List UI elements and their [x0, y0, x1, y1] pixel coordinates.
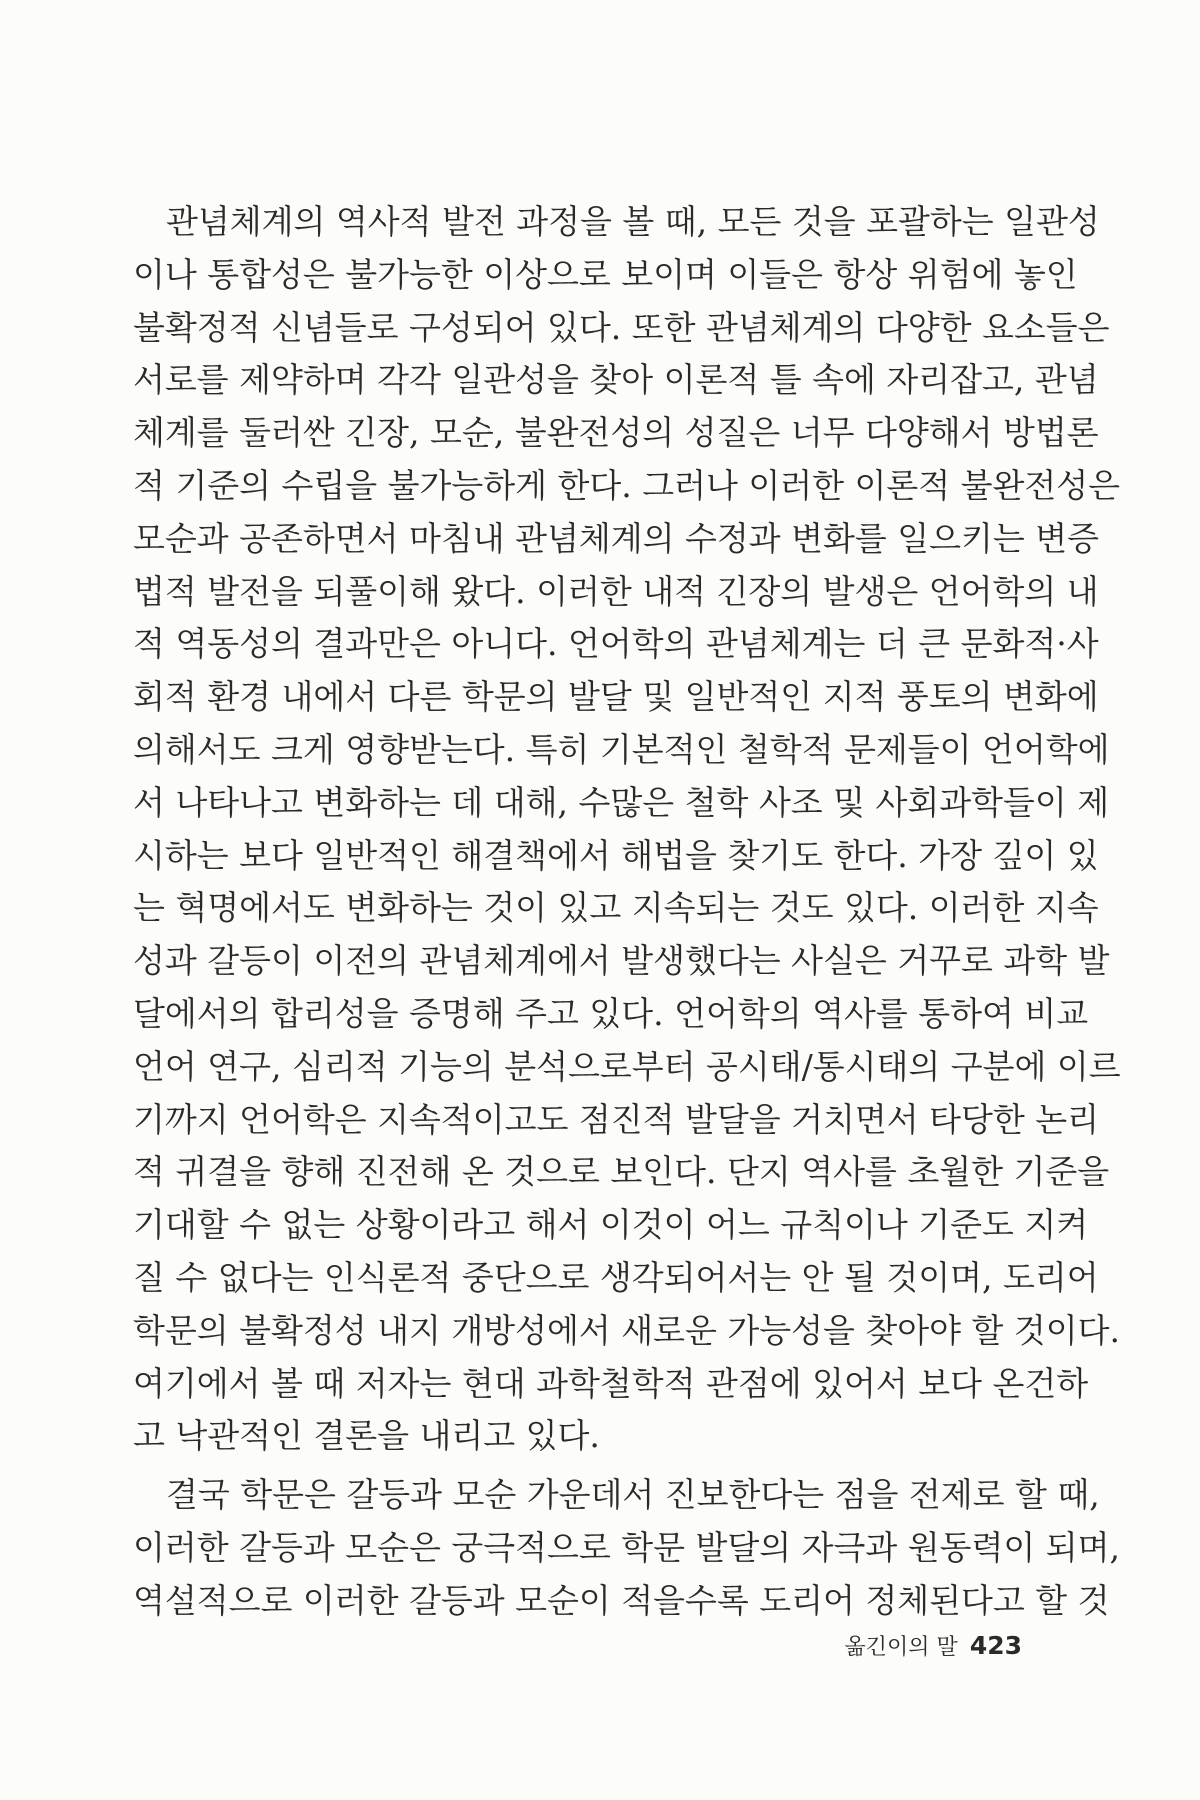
text-line: 기대할 수 없는 상황이라고 해서 이것이 어느 규칙이나 기준도 지켜	[133, 1205, 1089, 1245]
text-line: 성과 갈등이 이전의 관념체계에서 발생했다는 사실은 거꾸로 과학 발	[133, 941, 1110, 981]
text-line: 체계를 둘러싼 긴장, 모순, 불완전성의 성질은 너무 다양해서 방법론	[133, 413, 1099, 453]
text-line: 언어 연구, 심리적 기능의 분석으로부터 공시태/통시태의 구분에 이르	[133, 1046, 1121, 1086]
text-line: 회적 환경 내에서 다른 학문의 발달 및 일반적인 지적 풍토의 변화에	[133, 677, 1099, 717]
text-line: 관념체계의 역사적 발전 과정을 볼 때, 모든 것을 포괄하는 일관성	[166, 202, 1100, 241]
text-line: 이러한 갈등과 모순은 궁극적으로 학문 발달의 자극과 원동력이 되며,	[133, 1527, 1120, 1567]
text-line: 여기에서 볼 때 저자는 현대 과학철학적 관점에 있어서 보다 온건하	[133, 1363, 1089, 1403]
text-line: 불확정적 신념들로 구성되어 있다. 또한 관념체계의 다양한 요소들은	[133, 307, 1110, 347]
text-line: 서 나타나고 변화하는 데 대해, 수많은 철학 사조 및 사회과학들이 제	[133, 782, 1110, 822]
text-line: 법적 발전을 되풀이해 왔다. 이러한 내적 긴장의 발생은 언어학의 내	[133, 571, 1099, 611]
text-line: 의해서도 크게 영향받는다. 특히 기본적인 철학적 문제들이 언어학에	[133, 729, 1110, 769]
text-line: 고 낙관적인 결론을 내리고 있다.	[133, 1416, 600, 1456]
text-line: 달에서의 합리성을 증명해 주고 있다. 언어학의 역사를 통하여 비교	[133, 993, 1089, 1033]
footer-section-title: 옮긴이의 말	[844, 1635, 958, 1660]
paragraph	[133, 196, 1121, 1463]
page-number: 423	[969, 1631, 1022, 1660]
text-line: 역설적으로 이러한 갈등과 모순이 적을수록 도리어 정체된다고 할 것	[133, 1580, 1110, 1620]
text-line: 시하는 보다 일반적인 해결책에서 해법을 찾기도 한다. 가장 깊이 있	[133, 835, 1099, 875]
text-line: 적 기준의 수립을 불가능하게 한다. 그러나 이러한 이론적 불완전성은	[133, 465, 1120, 505]
paragraph-container	[133, 196, 1121, 1628]
text-line: 적 역동성의 결과만은 아니다. 언어학의 관념체계는 더 큰 문화적·사	[133, 624, 1099, 664]
text-line: 서로를 제약하며 각각 일관성을 찾아 이론적 틀 속에 자리잡고, 관념	[133, 360, 1099, 400]
text-line: 기까지 언어학은 지속적이고도 점진적 발달을 거치면서 타당한 논리	[133, 1099, 1100, 1139]
text-line: 질 수 없다는 인식론적 중단으로 생각되어서는 안 될 것이며, 도리어	[133, 1257, 1099, 1297]
text-line: 적 귀결을 향해 진전해 온 것으로 보인다. 단지 역사를 초월한 기준을	[133, 1152, 1110, 1192]
body-text	[133, 196, 1121, 1628]
paragraph	[133, 1469, 1120, 1627]
running-footer	[845, 1630, 1022, 1661]
text-line: 는 혁명에서도 변화하는 것이 있고 지속되는 것도 있다. 이러한 지속	[133, 888, 1099, 928]
text-line: 모순과 공존하면서 마침내 관념체계의 수정과 변화를 일으키는 변증	[133, 518, 1100, 558]
text-line: 학문의 불확정성 내지 개방성에서 새로운 가능성을 찾아야 할 것이다.	[133, 1310, 1120, 1350]
text-line: 결국 학문은 갈등과 모순 가운데서 진보한다는 점을 전제로 할 때,	[166, 1475, 1100, 1515]
text-line: 이나 통합성은 불가능한 이상으로 보이며 이들은 항상 위험에 놓인	[133, 254, 1078, 294]
